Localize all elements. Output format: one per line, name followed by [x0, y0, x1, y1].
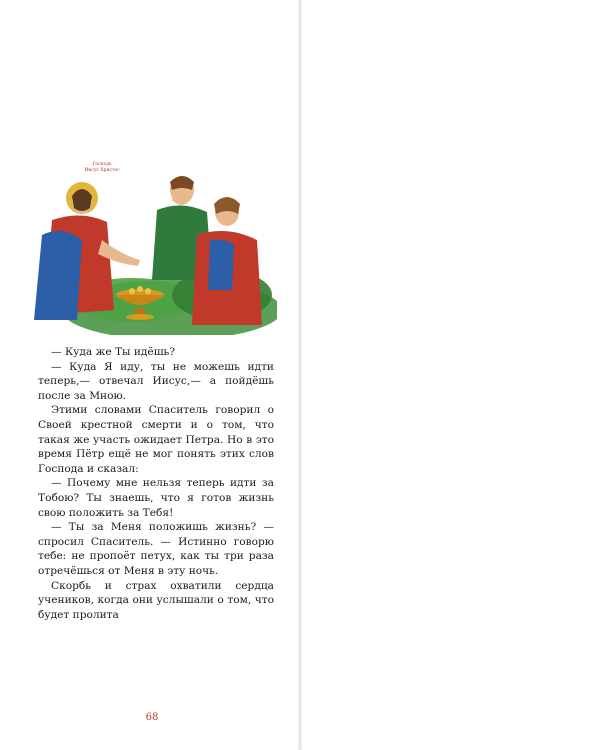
icon-caption-line1: Господь	[92, 162, 112, 167]
paragraph: Этими словами Спаситель говорил о Своей крестной смерти и о том, что такая же участь ожидает Петра. Но в это время Пётр ещё не мог понять этих слов Господа и сказал:	[38, 404, 274, 475]
paragraph: — Почему мне нельзя теперь идти за Тобою? Ты знаешь, что я готов жизнь свою положить за Тебя!	[38, 477, 274, 519]
icon-illustration-art	[22, 160, 277, 335]
paragraph: — Куда же Ты идёшь?	[51, 346, 175, 358]
paragraph: — Ты за Меня положишь жизнь? — спросил Спаситель. — Истинно говорю тебе: не пропоёт петух, как ты три раза отречёшься от Меня в эту ночь.	[38, 521, 274, 577]
icon-caption	[82, 162, 122, 174]
left-page-text	[38, 345, 274, 622]
paragraph: — Куда Я иду, ты не можешь идти теперь,— отвечал Иисус,— а пойдёшь после за Мною.	[38, 360, 274, 402]
page-number-left: 68	[145, 712, 159, 723]
right-page	[300, 0, 600, 750]
icon-caption-line2: Иисус Христос	[84, 168, 120, 173]
icon-illustration	[22, 160, 277, 335]
paragraph: Скорбь и страх охватили сердца учеников, когда они услышали о том, что будет пролита	[38, 579, 274, 621]
